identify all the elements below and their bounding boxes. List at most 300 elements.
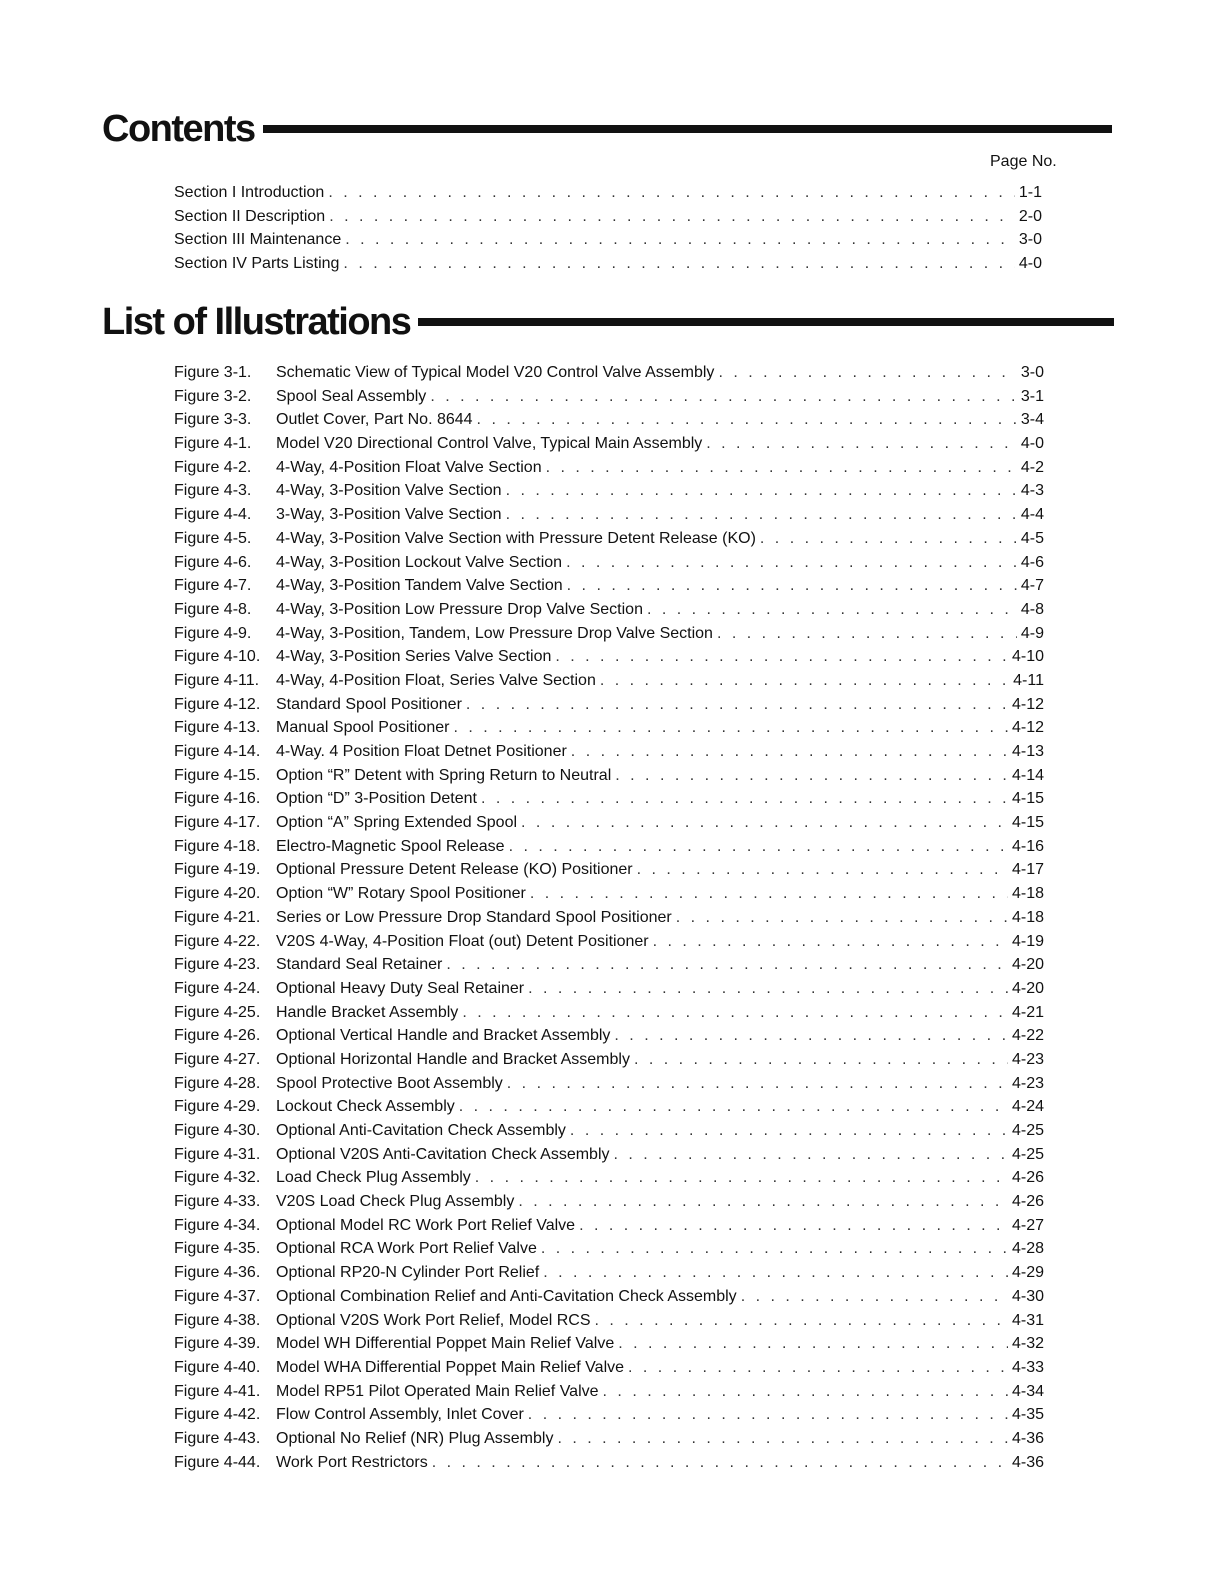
figure-number: Figure 4-34.: [174, 1216, 261, 1234]
figure-number: Figure 4-25.: [174, 1003, 261, 1021]
figure-label: [174, 1359, 624, 1377]
leader-dots: [446, 956, 1008, 974]
figure-entry[interactable]: [174, 1430, 1044, 1454]
figure-title: V20S Load Check Plug Assembly: [276, 1193, 515, 1211]
figure-label: [174, 1004, 458, 1022]
figure-entry[interactable]: [174, 814, 1044, 838]
figure-title: Optional Combination Relief and Anti-Cavitation Check Assembly: [276, 1287, 737, 1305]
leader-dots: [343, 255, 1014, 273]
figure-number: Figure 4-32.: [174, 1169, 261, 1187]
leader-dots: [706, 435, 1017, 453]
figure-title: Spool Seal Assembly: [276, 387, 427, 405]
figure-number: Figure 3-3.: [174, 411, 252, 429]
section-label: Section I Introduction: [174, 184, 325, 201]
figure-label: [174, 459, 542, 477]
figure-label: [174, 625, 713, 643]
figure-number: Figure 4-28.: [174, 1074, 261, 1092]
figure-title: Optional RCA Work Port Relief Valve: [276, 1240, 537, 1258]
figure-title: Optional Pressure Detent Release (KO) Positioner: [276, 861, 633, 879]
section-page: 1-1: [1018, 184, 1042, 201]
figure-title: Option “W” Rotary Spool Positioner: [276, 885, 526, 903]
figure-label: [174, 530, 756, 548]
leader-dots: [509, 838, 1008, 856]
leader-dots: [571, 743, 1008, 761]
figure-number: Figure 4-35.: [174, 1240, 261, 1258]
figure-page: 3-1: [1020, 387, 1044, 405]
figure-label: [174, 1075, 503, 1093]
figure-title: Manual Spool Positioner: [276, 719, 450, 737]
leader-dots: [555, 648, 1008, 666]
figure-entry[interactable]: [174, 1240, 1044, 1264]
figure-title: Flow Control Assembly, Inlet Cover: [276, 1406, 524, 1424]
figure-label: [174, 1193, 514, 1211]
figure-label: [174, 554, 562, 572]
figure-page: 4-25: [1011, 1122, 1044, 1139]
leader-dots: [614, 1146, 1008, 1164]
figure-label: [174, 719, 449, 737]
figure-label: [174, 1288, 737, 1306]
leader-dots: [614, 1027, 1008, 1045]
figure-entry[interactable]: [174, 459, 1044, 483]
leader-dots: [521, 814, 1008, 832]
figure-title: 4-Way, 3-Position Valve Section: [276, 482, 502, 500]
figure-page: 4-36: [1011, 1453, 1044, 1471]
figure-number: Figure 4-19.: [174, 861, 261, 879]
figure-page: 4-22: [1011, 1027, 1044, 1045]
figure-page: 4-23: [1011, 1050, 1044, 1068]
leader-dots: [718, 364, 1016, 382]
figure-number: Figure 4-36.: [174, 1264, 261, 1282]
figure-title: Model WHA Differential Poppet Main Relief Valve: [276, 1358, 625, 1376]
figure-page: 4-18: [1011, 885, 1044, 903]
leader-dots: [530, 885, 1008, 903]
leader-dots: [466, 696, 1008, 714]
contents-heading-rule: [263, 125, 1112, 133]
leader-dots: [557, 1430, 1008, 1448]
figure-entry[interactable]: [174, 364, 1044, 388]
section-entry[interactable]: [174, 208, 1042, 232]
figure-page: 4-16: [1011, 837, 1044, 855]
figure-label: [174, 1027, 610, 1045]
figure-number: Figure 4-42.: [174, 1406, 261, 1424]
figure-label: [174, 506, 502, 524]
leader-dots: [760, 530, 1017, 548]
figure-number: Figure 4-18.: [174, 837, 261, 855]
figure-page: 4-12: [1011, 719, 1044, 737]
figure-number: Figure 4-12.: [174, 695, 261, 713]
figure-label: [174, 861, 633, 879]
figures-list: [174, 364, 1044, 1477]
figure-number: Figure 4-8.: [174, 600, 252, 618]
figure-page: 4-0: [1020, 435, 1044, 453]
leader-dots: [618, 1335, 1008, 1353]
figure-entry[interactable]: [174, 672, 1044, 696]
figure-label: [174, 672, 596, 690]
figure-label: [174, 1146, 610, 1164]
figure-entry[interactable]: [174, 1122, 1044, 1146]
figure-page: 4-23: [1011, 1074, 1044, 1092]
figure-entry[interactable]: [174, 435, 1044, 459]
leader-dots: [475, 1169, 1008, 1187]
figure-title: Optional Anti-Cavitation Check Assembly: [276, 1122, 566, 1139]
figure-page: 4-32: [1011, 1335, 1044, 1353]
figure-number: Figure 4-3.: [174, 482, 252, 500]
figure-entry[interactable]: [174, 554, 1044, 578]
figure-page: 3-0: [1020, 364, 1044, 381]
figure-number: Figure 4-15.: [174, 766, 261, 784]
figure-entry[interactable]: [174, 1454, 1044, 1478]
figure-label: [174, 1264, 539, 1282]
figure-title: Schematic View of Typical Model V20 Control Valve Assembly: [276, 364, 715, 381]
figure-label: [174, 1406, 524, 1424]
figure-entry[interactable]: [174, 1004, 1044, 1028]
leader-dots: [507, 1075, 1008, 1093]
leader-dots: [345, 231, 1015, 249]
leader-dots: [541, 1240, 1008, 1258]
leader-dots: [459, 1098, 1008, 1116]
leader-dots: [634, 1051, 1008, 1069]
leader-dots: [506, 482, 1017, 500]
figure-entry[interactable]: [174, 861, 1044, 885]
figure-number: Figure 4-13.: [174, 719, 261, 737]
page-no-label: Page No.: [990, 153, 1057, 170]
figure-number: Figure 4-37.: [174, 1287, 261, 1305]
leader-dots: [603, 1383, 1008, 1401]
figure-page: 4-21: [1011, 1003, 1044, 1021]
leader-dots: [528, 1406, 1008, 1424]
figure-entry[interactable]: [174, 743, 1044, 767]
figure-page: 4-5: [1020, 529, 1044, 547]
figure-page: 4-28: [1011, 1240, 1044, 1258]
figure-title: 4-Way, 3-Position Valve Section with Pressure Detent Release (KO): [276, 529, 756, 547]
figure-label: [174, 1335, 614, 1353]
figure-page: 4-25: [1011, 1145, 1044, 1163]
figure-title: 4-Way, 3-Position Lockout Valve Section: [276, 553, 563, 571]
figure-entry[interactable]: [174, 767, 1044, 791]
figure-entry[interactable]: [174, 933, 1044, 957]
figure-title: Work Port Restrictors: [276, 1453, 428, 1471]
figure-entry[interactable]: [174, 1383, 1044, 1407]
figure-number: Figure 4-38.: [174, 1311, 261, 1329]
illustrations-title: List of Illustrations: [102, 301, 411, 343]
figure-entry[interactable]: [174, 885, 1044, 909]
figure-page: 4-15: [1011, 814, 1044, 832]
section-label: Section III Maintenance: [174, 231, 342, 249]
figure-number: Figure 4-14.: [174, 743, 261, 760]
figure-title: Optional RP20-N Cylinder Port Relief: [276, 1264, 540, 1282]
figure-title: 4-Way, 4-Position Float Valve Section: [276, 458, 542, 476]
leader-dots: [528, 980, 1008, 998]
figure-entry[interactable]: [174, 790, 1044, 814]
figure-entry[interactable]: [174, 838, 1044, 862]
figure-entry[interactable]: [174, 1312, 1044, 1336]
figure-label: [174, 1383, 599, 1401]
figure-number: Figure 4-5.: [174, 529, 252, 547]
figure-page: 4-6: [1020, 553, 1044, 571]
figure-label: [174, 767, 611, 785]
figure-number: Figure 4-2.: [174, 458, 252, 476]
leader-dots: [676, 909, 1008, 927]
figure-title: V20S 4-Way, 4-Position Float (out) Detent Positioner: [276, 932, 649, 950]
illustrations-heading-rule: [418, 318, 1114, 326]
figure-title: Electro-Magnetic Spool Release: [276, 837, 505, 855]
figure-label: [174, 577, 563, 595]
figure-title: Series or Low Pressure Drop Standard Spool Positioner: [276, 908, 672, 926]
figure-page: 4-34: [1011, 1382, 1044, 1400]
figure-page: 3-4: [1020, 411, 1044, 429]
figure-title: Option “A” Spring Extended Spool: [276, 814, 518, 832]
figure-entry[interactable]: [174, 1406, 1044, 1430]
figure-number: Figure 4-9.: [174, 624, 252, 642]
figure-page: 4-33: [1011, 1358, 1044, 1376]
figure-title: Standard Spool Positioner: [276, 695, 462, 713]
figure-page: 4-26: [1011, 1169, 1044, 1187]
figure-label: [174, 1430, 553, 1448]
figure-number: Figure 4-29.: [174, 1098, 261, 1116]
figure-label: [174, 1454, 428, 1472]
figure-label: [174, 1122, 566, 1140]
figure-label: [174, 956, 442, 974]
figure-page: 4-8: [1020, 600, 1044, 618]
figure-entry[interactable]: [174, 1146, 1044, 1170]
figure-label: [174, 980, 524, 998]
figure-entry[interactable]: [174, 1193, 1044, 1217]
leader-dots: [543, 1264, 1008, 1282]
figure-title: 4-Way, 3-Position Low Pressure Drop Valve Section: [276, 600, 643, 618]
figure-title: 4-Way, 3-Position, Tandem, Low Pressure Drop Valve Section: [276, 624, 713, 642]
leader-dots: [329, 208, 1015, 226]
section-label: Section II Description: [174, 207, 326, 225]
figure-number: Figure 4-21.: [174, 908, 261, 926]
figure-title: Optional Heavy Duty Seal Retainer: [276, 979, 525, 997]
figure-label: [174, 1098, 455, 1116]
figure-number: Figure 4-43.: [174, 1429, 261, 1447]
figure-entry[interactable]: [174, 1098, 1044, 1122]
figure-page: 4-9: [1020, 624, 1044, 642]
figure-page: 4-29: [1011, 1264, 1044, 1282]
figure-title: Optional Horizontal Handle and Bracket Assembly: [276, 1050, 630, 1068]
leader-dots: [453, 719, 1008, 737]
figure-number: Figure 4-27.: [174, 1050, 261, 1068]
figure-title: Model WH Differential Poppet Main Relief Valve: [276, 1335, 615, 1353]
figure-number: Figure 4-39.: [174, 1335, 261, 1353]
figure-number: Figure 4-6.: [174, 553, 252, 571]
leader-dots: [628, 1359, 1008, 1377]
figure-page: 4-31: [1011, 1311, 1044, 1329]
figure-entry[interactable]: [174, 719, 1044, 743]
section-label: Section IV Parts Listing: [174, 255, 340, 273]
figure-page: 4-20: [1011, 956, 1044, 974]
leader-dots: [518, 1193, 1008, 1211]
illustrations-heading: [102, 303, 1114, 341]
figure-page: 4-2: [1020, 458, 1044, 476]
figure-page: 4-15: [1011, 790, 1044, 808]
figure-number: Figure 4-41.: [174, 1382, 261, 1400]
section-page: 4-0: [1018, 255, 1042, 273]
figure-number: Figure 4-24.: [174, 979, 261, 997]
figure-entry[interactable]: [174, 506, 1044, 530]
figure-label: [174, 482, 502, 500]
figure-number: Figure 4-40.: [174, 1358, 261, 1376]
figure-number: Figure 4-23.: [174, 956, 261, 974]
figure-label: [174, 388, 426, 406]
leader-dots: [566, 554, 1017, 572]
figure-title: 4-Way, 4-Position Float, Series Valve Section: [276, 671, 596, 689]
sections-list: [174, 184, 1042, 279]
figure-title: Model RP51 Pilot Operated Main Relief Valve: [276, 1382, 599, 1400]
figure-label: [174, 1240, 537, 1258]
figure-entry[interactable]: [174, 482, 1044, 506]
figure-entry[interactable]: [174, 577, 1044, 601]
figure-title: 3-Way, 3-Position Valve Section: [276, 506, 502, 524]
figure-number: Figure 4-4.: [174, 506, 252, 524]
figure-entry[interactable]: [174, 1075, 1044, 1099]
figure-number: Figure 3-2.: [174, 387, 252, 405]
figure-label: [174, 909, 672, 927]
figure-entry[interactable]: [174, 601, 1044, 625]
figure-title: 4-Way. 4 Position Float Detnet Positioner: [276, 743, 567, 760]
figure-page: 4-14: [1011, 766, 1044, 784]
figure-title: 4-Way, 3-Position Series Valve Section: [276, 648, 552, 666]
leader-dots: [653, 933, 1008, 951]
figure-number: Figure 4-1.: [174, 435, 252, 453]
figure-page: 4-27: [1011, 1216, 1044, 1234]
figure-label: [174, 1312, 591, 1330]
figure-label: [174, 743, 567, 761]
figure-label: [174, 696, 462, 714]
figure-entry[interactable]: [174, 1051, 1044, 1075]
leader-dots: [481, 790, 1008, 808]
figure-title: 4-Way, 3-Position Tandem Valve Section: [276, 577, 563, 595]
figure-number: Figure 4-7.: [174, 577, 252, 595]
figure-number: Figure 4-22.: [174, 932, 261, 950]
figure-title: Handle Bracket Assembly: [276, 1003, 459, 1021]
figure-entry[interactable]: [174, 1335, 1044, 1359]
figure-entry[interactable]: [174, 1288, 1044, 1312]
figure-page: 4-30: [1011, 1287, 1044, 1305]
figure-page: 4-10: [1011, 648, 1044, 666]
figure-entry[interactable]: [174, 909, 1044, 933]
figure-label: [174, 814, 517, 832]
leader-dots: [430, 388, 1017, 406]
leader-dots: [570, 1122, 1008, 1140]
figure-label: [174, 1169, 471, 1187]
figure-page: 4-7: [1020, 577, 1044, 595]
figure-title: Standard Seal Retainer: [276, 956, 443, 974]
figure-label: [174, 933, 649, 951]
figure-entry[interactable]: [174, 1264, 1044, 1288]
figure-number: Figure 4-20.: [174, 885, 261, 903]
leader-dots: [717, 625, 1017, 643]
figure-entry[interactable]: [174, 1027, 1044, 1051]
figure-title: Option “D” 3-Position Detent: [276, 790, 477, 808]
section-page: 3-0: [1018, 231, 1042, 249]
figure-page: 4-18: [1011, 908, 1044, 926]
figure-entry[interactable]: [174, 980, 1044, 1004]
leader-dots: [615, 767, 1008, 785]
figure-title: Optional V20S Anti-Cavitation Check Assembly: [276, 1145, 610, 1163]
figure-label: [174, 411, 473, 429]
figure-number: Figure 4-44.: [174, 1453, 261, 1471]
figure-number: Figure 4-26.: [174, 1027, 261, 1045]
figure-title: Optional Model RC Work Port Relief Valve: [276, 1216, 576, 1234]
figure-label: [174, 648, 551, 666]
leader-dots: [567, 577, 1017, 595]
figure-title: Optional Vertical Handle and Bracket Assembly: [276, 1027, 611, 1045]
section-entry[interactable]: [174, 231, 1042, 255]
figure-label: [174, 1217, 575, 1235]
figure-entry[interactable]: [174, 1359, 1044, 1383]
leader-dots: [546, 459, 1017, 477]
figure-label: [174, 1051, 630, 1069]
figure-page: 4-17: [1011, 861, 1044, 879]
figure-label: [174, 885, 526, 903]
figure-number: Figure 3-1.: [174, 364, 252, 381]
leader-dots: [328, 184, 1015, 202]
figure-page: 4-26: [1011, 1193, 1044, 1211]
figure-number: Figure 4-16.: [174, 790, 261, 808]
figure-number: Figure 4-33.: [174, 1193, 261, 1211]
figure-label: [174, 435, 702, 453]
figure-page: 4-24: [1011, 1098, 1044, 1116]
figure-entry[interactable]: [174, 530, 1044, 554]
figure-entry[interactable]: [174, 625, 1044, 649]
figure-entry[interactable]: [174, 411, 1044, 435]
figure-title: Optional V20S Work Port Relief, Model RCS: [276, 1311, 591, 1329]
figure-number: Figure 4-17.: [174, 814, 261, 832]
figure-entry[interactable]: [174, 648, 1044, 672]
figure-label: [174, 838, 505, 856]
figure-title: Option “R” Detent with Spring Return to Neutral: [276, 766, 612, 784]
figure-number: Figure 4-10.: [174, 648, 261, 666]
leader-dots: [432, 1454, 1008, 1472]
figure-entry[interactable]: [174, 696, 1044, 720]
figure-page: 4-19: [1011, 932, 1044, 950]
figure-number: Figure 4-30.: [174, 1122, 261, 1139]
leader-dots: [579, 1217, 1008, 1235]
leader-dots: [647, 601, 1017, 619]
figure-page: 4-11: [1013, 671, 1044, 689]
figure-page: 4-12: [1011, 695, 1044, 713]
contents-heading: [102, 110, 1112, 148]
section-page: 2-0: [1018, 207, 1042, 225]
figure-page: 4-13: [1011, 743, 1044, 760]
figure-entry[interactable]: [174, 388, 1044, 412]
figure-entry[interactable]: [174, 1217, 1044, 1241]
figure-entry[interactable]: [174, 1169, 1044, 1193]
contents-title: Contents: [102, 108, 255, 150]
leader-dots: [741, 1288, 1008, 1306]
figure-entry[interactable]: [174, 956, 1044, 980]
figure-title: Load Check Plug Assembly: [276, 1169, 471, 1187]
figure-page: 4-35: [1011, 1406, 1044, 1424]
figure-page: 4-3: [1020, 482, 1044, 500]
leader-dots: [462, 1004, 1008, 1022]
leader-dots: [595, 1312, 1008, 1330]
figure-page: 4-20: [1011, 979, 1044, 997]
figure-title: Spool Protective Boot Assembly: [276, 1074, 503, 1092]
figure-label: [174, 601, 643, 619]
figure-page: 4-36: [1011, 1429, 1044, 1447]
section-entry[interactable]: [174, 255, 1042, 279]
figure-title: Optional No Relief (NR) Plug Assembly: [276, 1429, 554, 1447]
leader-dots: [637, 861, 1008, 879]
figure-title: Lockout Check Assembly: [276, 1098, 455, 1116]
section-entry[interactable]: [174, 184, 1042, 208]
figure-number: Figure 4-11.: [174, 671, 260, 689]
figure-label: [174, 790, 477, 808]
leader-dots: [506, 506, 1017, 524]
